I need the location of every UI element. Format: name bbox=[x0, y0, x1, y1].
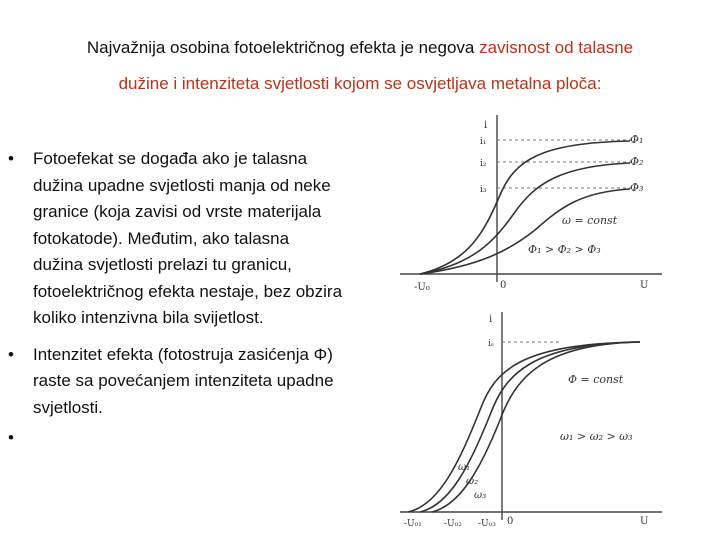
omega2-label: ω₂ bbox=[466, 476, 479, 487]
omega1-label: ω₁ bbox=[458, 462, 471, 473]
top-x-label-u0: -U₀ bbox=[414, 282, 430, 293]
bottom-x-label-u03: -U₀₃ bbox=[478, 519, 496, 529]
is-label: iₛ bbox=[488, 339, 494, 349]
title-accent-text-2: dužine i intenziteta svjetlosti kojom se osvjetljava metalna ploča: bbox=[118, 74, 602, 93]
i3-label: i₃ bbox=[480, 185, 487, 195]
curve-omega3 bbox=[432, 342, 640, 512]
title-accent-text-1: zavisnost od talasne bbox=[479, 38, 634, 57]
top-x-label-u: U bbox=[640, 280, 649, 291]
bullet-marker: • bbox=[8, 344, 14, 364]
y-label-top: i bbox=[484, 120, 488, 131]
bottom-relation: ω₁ > ω₂ > ω₃ bbox=[560, 430, 633, 443]
bottom-x-label-u01: -U₀₁ bbox=[404, 519, 422, 529]
bullet-marker: • bbox=[8, 149, 14, 168]
top-condition: ω = const bbox=[562, 214, 618, 227]
bullet-marker: • bbox=[8, 428, 14, 447]
i2-label: i₂ bbox=[480, 159, 487, 169]
bottom-x-label-zero: 0 bbox=[507, 516, 514, 527]
phi1-label: Φ₁ bbox=[630, 133, 644, 146]
i1-label: i₁ bbox=[480, 137, 487, 147]
bullet-text-2: Intenzitet efekta (fotostruja zasićenja Φ) raste sa povećanjem intenziteta upadne svjetlosti. bbox=[33, 344, 334, 417]
bottom-x-label-u: U bbox=[640, 516, 649, 527]
phi2-label: Φ₂ bbox=[630, 155, 644, 168]
top-relation: Φ₁ > Φ₂ > Φ₃ bbox=[528, 243, 601, 256]
y-label-bottom: i bbox=[489, 314, 493, 325]
top-x-label-zero: 0 bbox=[500, 280, 507, 291]
omega3-label: ω₃ bbox=[474, 490, 487, 501]
figure-top bbox=[400, 115, 662, 293]
bottom-x-label-u02: -U₀₂ bbox=[444, 519, 462, 529]
bullet-text-1: Fotoefekat se događa ako je talasna dužina upadne svjetlosti manja od neke granice (koja zavisi od vrste materijala fotokatode). Međutim, ako talasna dužina svjetlosti prelazi tu granicu, fotoelektričnog efekta nestaje, bez obzira koliko intenzivna bila svijetlost. bbox=[33, 149, 343, 327]
bottom-condition: Φ = const bbox=[568, 373, 624, 386]
figure-bottom bbox=[400, 312, 662, 529]
curve-omega2 bbox=[420, 342, 640, 512]
phi3-label: Φ₃ bbox=[630, 181, 644, 194]
title-plain-text: Najvažnija osobina fotoelektričnog efekta je negova bbox=[86, 38, 480, 57]
